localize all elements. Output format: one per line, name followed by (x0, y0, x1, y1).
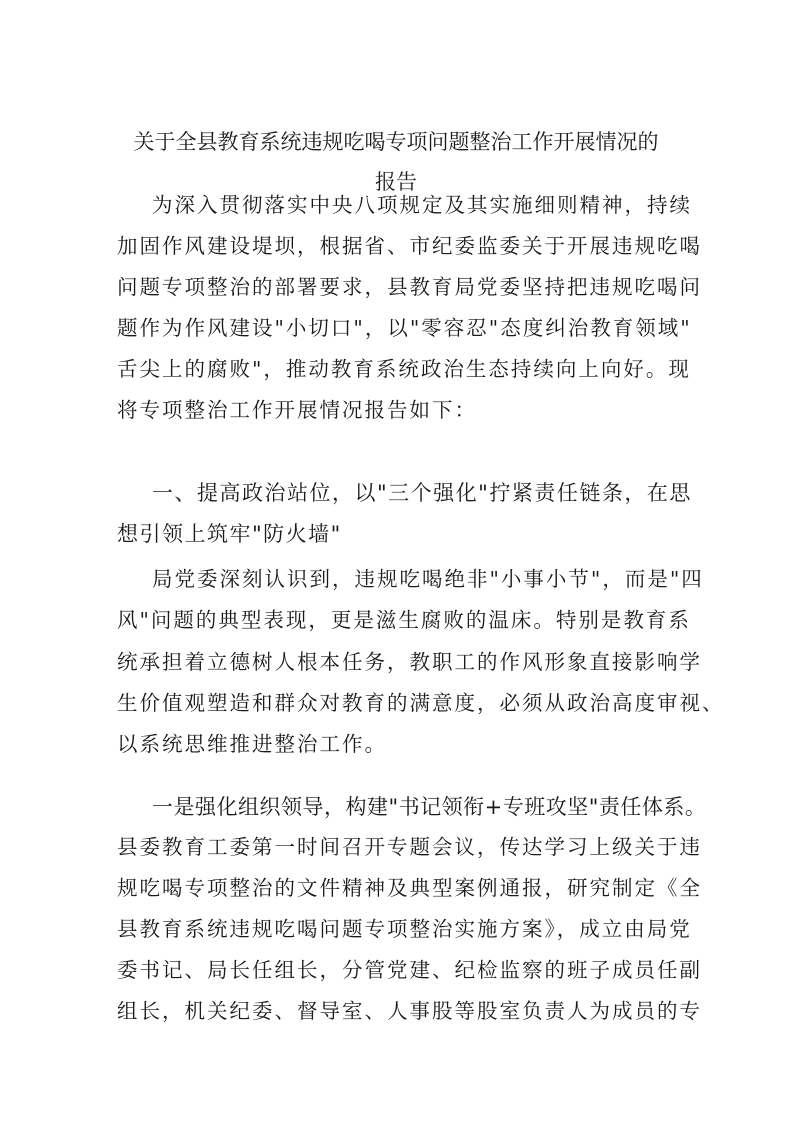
paragraph-2-line-3: 统承担着立德树人根本任务，教职工的作风形象直接影响学 (117, 650, 702, 674)
paragraph-1-line-1: 为深入贯彻落实中央八项规定及其实施细则精神，持续 (152, 193, 692, 217)
paragraph-3-line-1: 县委教育工委第一时间召开专题会议，传达学习上级关于违 (117, 835, 702, 859)
title-line-2: 报告 (375, 170, 417, 194)
paragraph-3-lead: 一是强化组织领导，构建"书记领衔+专班攻坚"责任体系。 (152, 795, 707, 819)
paragraph-2-line-1: 局党委深刻认识到，违规吃喝绝非"小事小节"，而是"四 (152, 567, 704, 591)
title-line-1: 关于全县教育系统违规吃喝专项问题整治工作开展情况的 (133, 130, 659, 154)
section-heading-1-line-1: 一、提高政治站位，以"三个强化"拧紧责任链条，在思 (152, 481, 692, 505)
paragraph-3-line-3: 县教育系统违规吃喝问题专项整治实施方案》，成立由局党 (117, 917, 692, 941)
paragraph-2-line-5: 以系统思维推进整治工作。 (117, 732, 387, 756)
paragraph-3-line-4: 委书记、局长任组长，分管党建、纪检监察的班子成员任副 (117, 958, 702, 982)
document-title (96, 122, 696, 202)
paragraph-2-line-2: 风"问题的典型表现，更是滋生腐败的温床。特别是教育系 (117, 608, 691, 632)
paragraph-1-line-4: 题作为作风建设"小切口"，以"零容忍"态度纠治教育领域" (117, 316, 692, 340)
paragraph-1-line-5: 舌尖上的腐败"，推动教育系统政治生态持续向上向好。现 (117, 357, 691, 381)
paragraph-1-line-3: 问题专项整治的部署要求，县教育局党委坚持把违规吃喝问 (117, 275, 702, 299)
paragraph-1-line-2: 加固作风建设堤坝，根据省、市纪委监委关于开展违规吃喝 (117, 234, 702, 258)
section-heading-1-line-2: 想引领上筑牢"防火墙" (117, 522, 342, 546)
paragraph-1-line-6: 将专项整治工作开展情况报告如下： (117, 398, 477, 422)
paragraph-2-line-4: 生价值观塑造和群众对教育的满意度，必须从政治高度审视、 (117, 691, 725, 715)
paragraph-3-line-2: 规吃喝专项整治的文件精神及典型案例通报，研究制定《全 (117, 876, 702, 900)
paragraph-3-line-5: 组长，机关纪委、督导室、人事股等股室负责人为成员的专 (117, 999, 702, 1023)
